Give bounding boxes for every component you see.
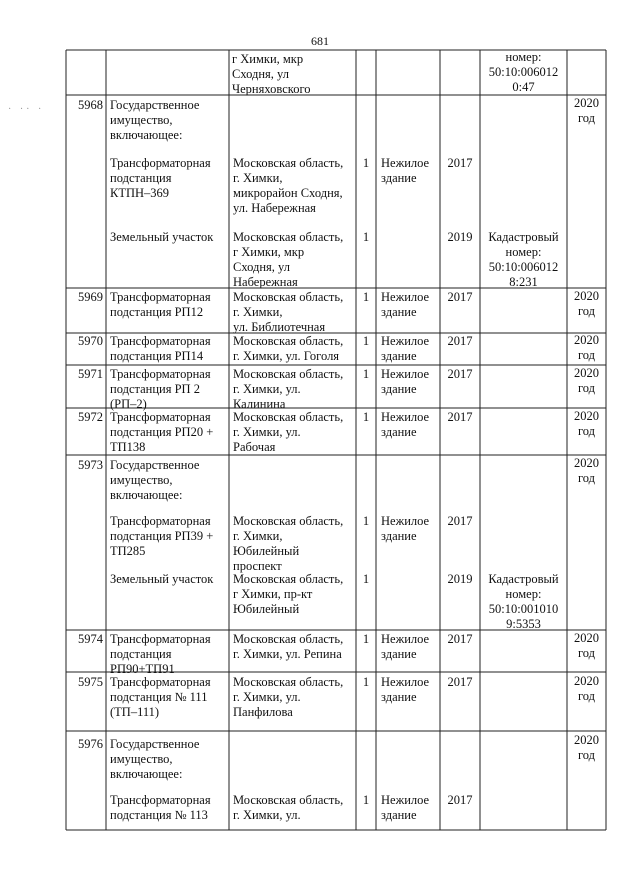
row-5975-qty: 1 [362,675,370,689]
row-5970-built: 2017 [447,334,473,348]
row-5976-item1-built: 2017 [447,793,473,807]
row-5972-address: Московская область, г. Химки, ул. Рабочая [233,410,344,454]
row-5972-num: 5972 [78,410,103,424]
row-5973-item2-address: Московская область, г Химки, пр-кт Юбилейный [233,572,344,616]
row-5973-num: 5973 [78,458,103,472]
row-5973-item2-qty: 1 [362,572,370,586]
row-5971-built: 2017 [447,367,473,381]
row-5968-item2-built: 2019 [447,230,473,244]
row-5972-type: Нежилое здание [381,410,430,439]
row-5974-num: 5974 [78,632,103,646]
row-5971-year: 2020 год [574,366,599,395]
row-5968-item1-address: Московская область, г. Химки, микрорайон Сходня, ул. Набережная [233,156,344,215]
row-5968-item2-name: Земельный участок [110,230,214,244]
row-5968-num: 5968 [78,98,103,112]
row-5973-name: Государственное имущество, включающее: [110,458,200,502]
row-5973-year: 2020 год [574,456,599,485]
row-5975-type: Нежилое здание [381,675,430,704]
row-5976-item1-qty: 1 [362,793,370,807]
row-5968-item2-note: Кадастровый номер: 50:10:006012 8:231 [488,230,559,289]
row-5968-name: Государственное имущество, включающее: [110,98,200,142]
row-5974-type: Нежилое здание [381,632,430,661]
row-5969-type: Нежилое здание [381,290,430,319]
row-5968-item2-qty: 1 [362,230,370,244]
row-5969-num: 5969 [78,290,103,304]
row-5970-address: Московская область, г. Химки, ул. Гоголя [233,334,344,363]
row-5972-built: 2017 [447,410,473,424]
row-5969-address: Московская область, г. Химки, ул. Библиотечная [233,290,344,334]
row-5974-built: 2017 [447,632,473,646]
row-5970-num: 5970 [78,334,103,348]
row-5973-item2-name: Земельный участок [110,572,214,586]
row-5971-address: Московская область, г. Химки, ул. Калинина [233,367,344,411]
row-5975-address: Московская область, г. Химки, ул. Панфилова [233,675,344,719]
row-5970-qty: 1 [362,334,370,348]
row-5975-built: 2017 [447,675,473,689]
row-5971-type: Нежилое здание [381,367,430,396]
row-5974-name: Трансформаторная подстанция РП90+ТП91 [110,632,211,676]
row-5973-item1-address: Московская область, г. Химки, Юбилейный проспект [233,514,344,573]
row-5974-address: Московская область, г. Химки, ул. Репина [233,632,344,661]
row-5968-item1-qty: 1 [362,156,370,170]
row-5968-year: 2020 год [574,96,599,125]
row-5975-name: Трансформаторная подстанция № 111 (ТП–111) [110,675,211,719]
row-5968-item1-name: Трансформаторная подстанция КТПН–369 [110,156,211,200]
row-5973-item1-built: 2017 [447,514,473,528]
row-5976-item1-type: Нежилое здание [381,793,430,822]
row-5976-year: 2020 год [574,733,599,762]
row-5969-year: 2020 год [574,289,599,318]
page-number: 681 [311,34,329,48]
row-5971-name: Трансформаторная подстанция РП 2 (РП–2) [110,367,211,411]
row-5970-name: Трансформаторная подстанция РП14 [110,334,211,363]
row-5973-item2-note: Кадастровый номер: 50:10:001010 9:5353 [488,572,559,631]
row-5974-qty: 1 [362,632,370,646]
row-5973-item1-qty: 1 [362,514,370,528]
row-5973-item1-type: Нежилое здание [381,514,430,543]
row-5972-qty: 1 [362,410,370,424]
row-5970-type: Нежилое здание [381,334,430,363]
row-5970-year: 2020 год [574,333,599,362]
row-5972-name: Трансформаторная подстанция РП20 + ТП138 [110,410,214,454]
row-5973-item2-built: 2019 [447,572,473,586]
row-5972-year: 2020 год [574,409,599,438]
row-5968-item2-address: Московская область, г Химки, мкр Сходня, ул Набережная [233,230,344,289]
row-5975-num: 5975 [78,675,103,689]
row-5976-name: Государственное имущество, включающее: [110,737,200,781]
row-5969-qty: 1 [362,290,370,304]
row-5973-item1-name: Трансформаторная подстанция РП39 + ТП285 [110,514,214,558]
row-5975-year: 2020 год [574,674,599,703]
row-5969-name: Трансформаторная подстанция РП12 [110,290,211,319]
row-5976-item1-address: Московская область, г. Химки, ул. [233,793,344,822]
row-5976-num: 5976 [78,737,103,751]
row-5968-item1-built: 2017 [447,156,473,170]
row-5976-item1-name: Трансформаторная подстанция № 113 [110,793,211,822]
cont-note: номер: 50:10:006012 0:47 [488,50,559,94]
row-5969-built: 2017 [447,290,473,304]
row-5971-num: 5971 [78,367,103,381]
row-5971-qty: 1 [362,367,370,381]
row-5968-item1-type: Нежилое здание [381,156,430,185]
row-5974-year: 2020 год [574,631,599,660]
scan-speck: · ·· · [8,104,45,115]
cont-address: г Химки, мкр Сходня, ул Черняховского [232,52,311,96]
